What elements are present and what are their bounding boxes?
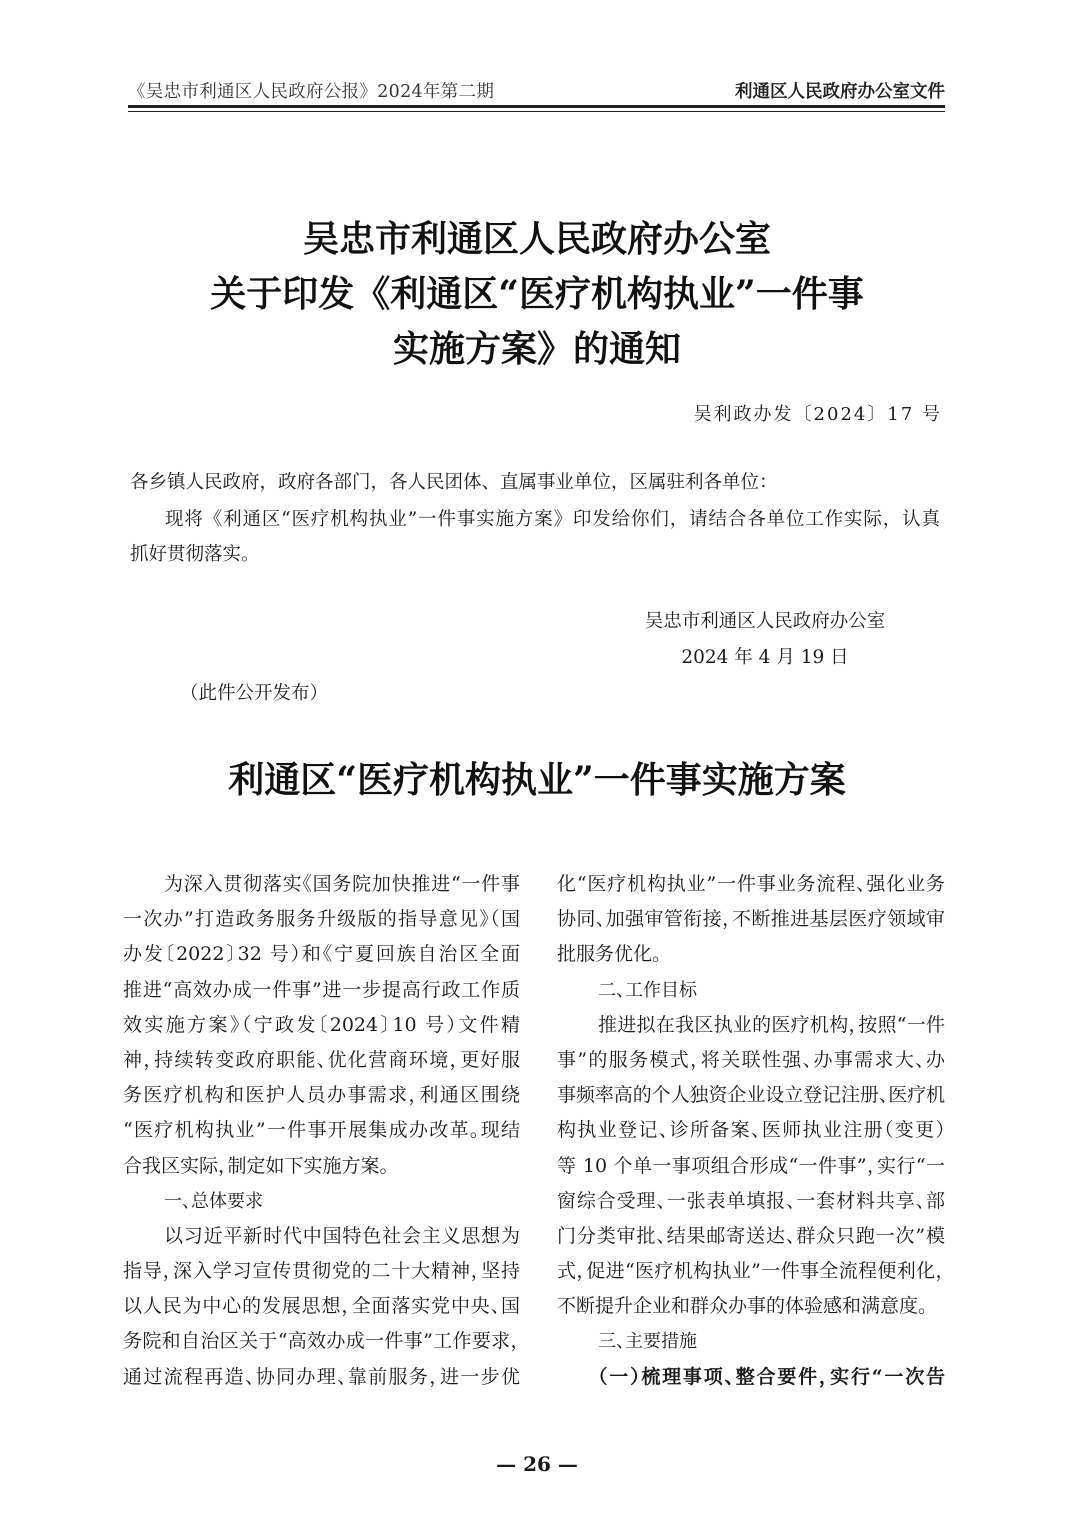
- plan-title: 利通区“医疗机构执业”一件事实施方案: [228, 759, 846, 801]
- paragraph-line: 协同、加强审管衔接，不断推进基层医疗领域审: [557, 908, 945, 931]
- paragraph-line: 办发〔2022〕32 号）和《宁夏回族自治区全面: [123, 943, 520, 966]
- paragraph-line: 合我区实际，制定如下实施方案。: [123, 1154, 390, 1177]
- document-number: 吴利政办发〔2024〕17 号: [693, 404, 942, 425]
- paragraph-line: 神，持续转变政府职能、优化营商环境，更好服: [123, 1048, 520, 1071]
- section-heading: 一、总体要求: [164, 1190, 263, 1212]
- paragraph-line: 窗综合受理、一张表单填报、一套材料共享、部: [557, 1189, 945, 1212]
- paragraph-line: 批服务优化。: [557, 943, 662, 966]
- paragraph-line: 事频率高的个人独资企业设立登记注册、医疗机: [557, 1084, 945, 1107]
- notice-title: [0, 212, 1074, 377]
- section-heading: 二、工作目标: [598, 979, 697, 1001]
- right-column: [557, 867, 945, 1395]
- section-heading: 三、主要措施: [598, 1331, 697, 1353]
- notice-title-line: 实施方案》的通知: [392, 328, 681, 370]
- notice-body-line: 抓好贯彻落实。: [130, 544, 260, 565]
- running-header-issuer: 利通区人民政府办公室文件: [735, 82, 945, 102]
- paragraph-line: 等 10 个单一事项组合形成“一件事”，实行“一: [557, 1154, 945, 1177]
- notice-title-line: 关于印发《利通区“医疗机构执业”一件事: [210, 273, 864, 315]
- running-header-publication: 《吴忠市利通区人民政府公报》2024年第二期: [128, 82, 495, 102]
- paragraph-line: 指导，深入学习宣传贯彻党的二十大精神，坚持: [123, 1260, 520, 1283]
- paragraph-line: 构执业登记、诊所备案、医师执业注册（变更）: [557, 1119, 945, 1142]
- paragraph-line: 以习近平新时代中国特色社会主义思想为: [164, 1224, 520, 1247]
- paragraph-line: 为深入贯彻落实《国务院加快推进“一件事: [164, 873, 520, 895]
- paragraph-line: 以人民为中心的发展思想，全面落实党中央、国: [123, 1295, 520, 1318]
- addressee: 各乡镇人民政府，政府各部门，各人民团体、直属事业单位，区属驻利各单位：: [130, 472, 778, 493]
- paragraph-line: 效实施方案》（宁政发〔2024〕10 号）文件精: [123, 1013, 520, 1036]
- paragraph-line: 式，促进“医疗机构执业”一件事全流程便利化，: [557, 1260, 945, 1283]
- paragraph-line: 事”的服务模式，将关联性强、办事需求大、办: [557, 1048, 945, 1071]
- page-number: — 26 —: [496, 1452, 578, 1476]
- header-double-rule: [128, 105, 945, 112]
- signature-date: 2024 年 4 月 19 日: [681, 647, 849, 668]
- paragraph-line: 门分类审批、结果邮寄送达、群众只跑一次”模: [557, 1224, 945, 1247]
- paragraph-line: 务院和自治区关于“高效办成一件事”工作要求，: [123, 1330, 520, 1353]
- paragraph-line: 不断提升企业和群众办事的体验感和满意度。: [557, 1295, 928, 1318]
- left-column: [123, 867, 520, 1395]
- paragraph-line: 化“医疗机构执业”一件事业务流程、强化业务: [557, 873, 945, 895]
- notice-body-line: 现将《利通区“医疗机构执业”一件事实施方案》印发给你们，请结合各单位工作实际，认真: [165, 509, 940, 530]
- paragraph-line: “医疗机构执业”一件事开展集成办改革。现结: [123, 1119, 520, 1142]
- paragraph-line: 通过流程再造、协同办理、靠前服务，进一步优: [123, 1365, 520, 1388]
- notice-title-line: 吴忠市利通区人民政府办公室: [302, 218, 771, 260]
- paragraph-line: 推进拟在我区执业的医疗机构，按照“一件: [598, 1013, 945, 1036]
- subsection-heading: （一）梳理事项、整合要件，实行“一次告: [598, 1365, 945, 1388]
- publication-note: （此件公开发布）: [180, 683, 329, 704]
- paragraph-line: 务医疗机构和医护人员办事需求，利通区围绕: [123, 1084, 520, 1107]
- paragraph-line: 一次办”打造政务服务升级版的指导意见》（国: [123, 908, 520, 931]
- signature-issuer: 吴忠市利通区人民政府办公室: [644, 611, 886, 632]
- paragraph-line: 推进“高效办成一件事”进一步提高行政工作质: [123, 978, 520, 1001]
